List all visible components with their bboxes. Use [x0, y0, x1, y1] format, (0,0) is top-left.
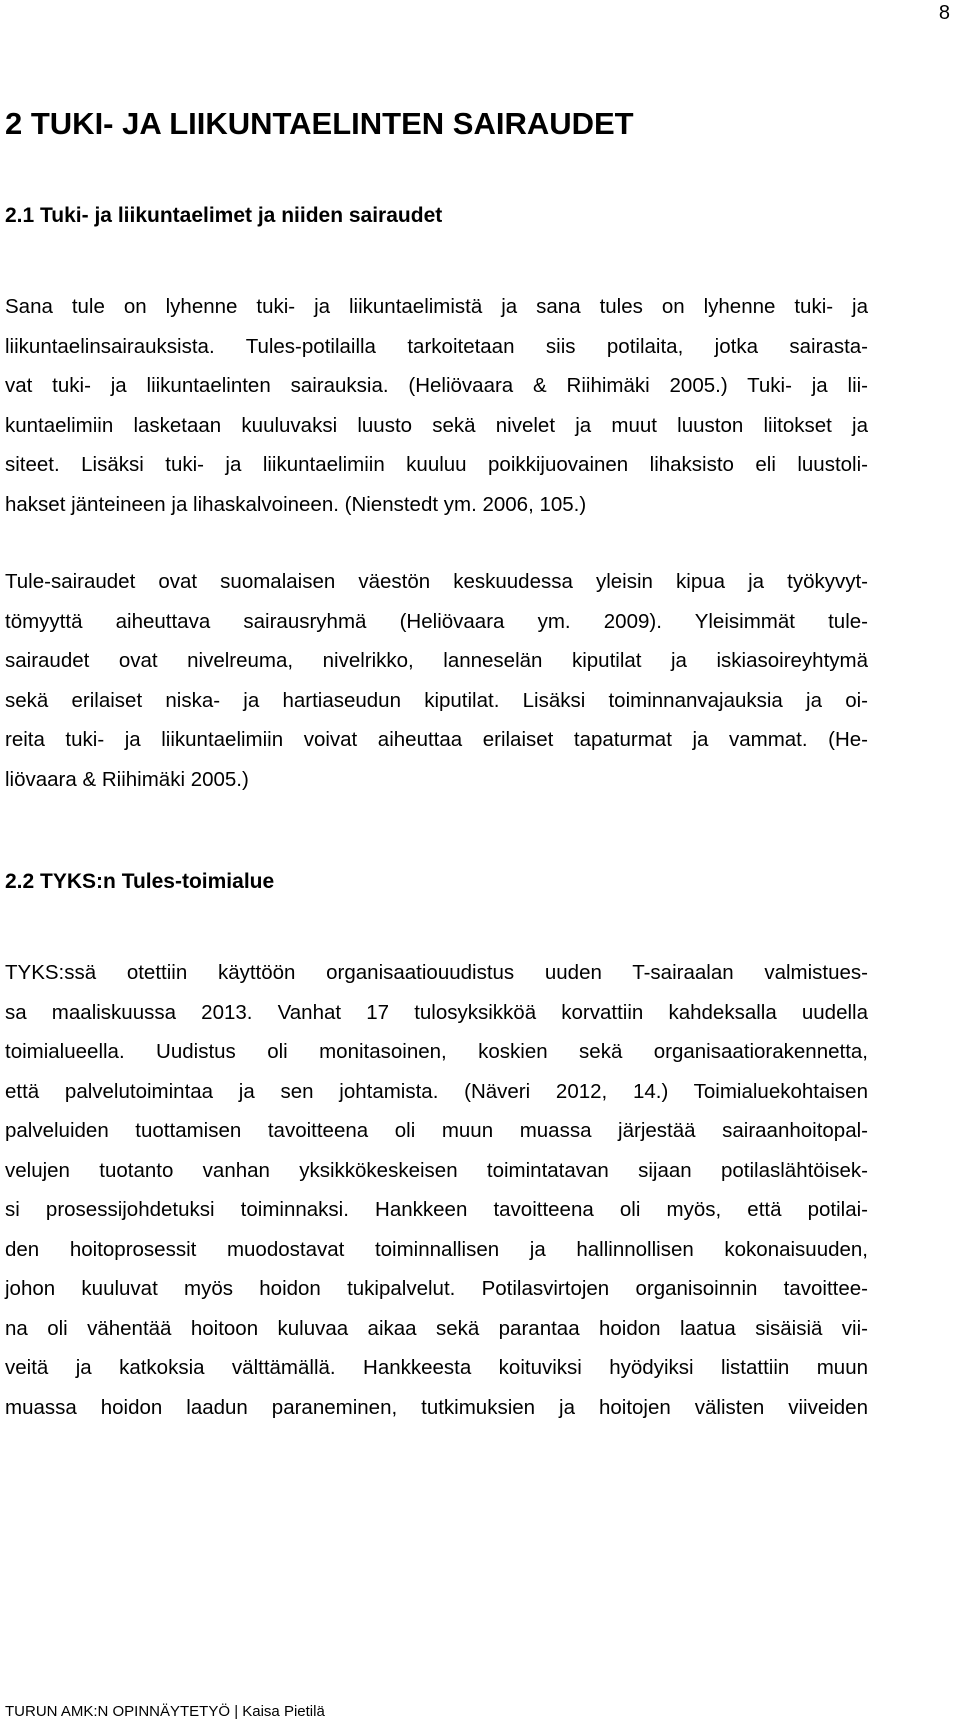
text-line: reita tuki- ja liikuntaelimiin voivat aiheuttaa erilaiset tapaturmat ja vammat. (He-: [5, 728, 868, 751]
page-number: 8: [938, 2, 950, 24]
text-line: veitä ja katkoksia välttämällä. Hankkeesta koituviksi hyödyiksi listattiin muun: [5, 1356, 868, 1379]
text-line: hakset jänteineen ja lihaskalvoineen. (Nienstedt ym. 2006, 105.): [5, 492, 587, 516]
text-line: Tule-sairaudet ovat suomalaisen väestön keskuudessa yleisin kipua ja työkyvyt-: [5, 570, 868, 593]
text-line: kuntaelimiin lasketaan kuuluvaksi luusto sekä nivelet ja muut luuston liitokset ja: [5, 413, 868, 437]
paragraph-tule-definition: [5, 287, 868, 524]
text-line: muassa hoidon laadun paraneminen, tutkimuksien ja hoitojen välisten viiveiden: [5, 1395, 868, 1419]
text-line: palveluiden tuottamisen tavoitteena oli muun muassa järjestää sairaanhoitopal-: [5, 1119, 868, 1142]
text-line: sekä erilaiset niska- ja hartiaseudun kiputilat. Lisäksi toiminnanvajauksia ja oi-: [5, 688, 868, 712]
text-line: sa maaliskuussa 2013. Vanhat 17 tulosyksikköä korvattiin kahdeksalla uudella: [5, 1000, 868, 1024]
chapter-heading: 2 TUKI- JA LIIKUNTAELINTEN SAIRAUDET: [5, 106, 634, 141]
section-heading-2-2: 2.2 TYKS:n Tules-toimialue: [5, 870, 275, 893]
text-line: sairaudet ovat nivelreuma, nivelrikko, lanneselän kiputilat ja iskiasoireyhtymä: [5, 649, 868, 672]
text-line: den hoitoprosessit muodostavat toiminnallisen ja hallinnollisen kokonaisuuden,: [5, 1237, 868, 1261]
text-line: toimialueella. Uudistus oli monitasoinen, koskien sekä organisaatiorakennetta,: [5, 1040, 868, 1063]
text-line: siteet. Lisäksi tuki- ja liikuntaelimiin kuuluu poikkijuovainen lihaksisto eli luustoli-: [5, 453, 868, 476]
text-line: vat tuki- ja liikuntaelinten sairauksia. (Heliövaara & Riihimäki 2005.) Tuki- ja lii-: [5, 374, 868, 397]
text-line: velujen tuotanto vanhan yksikkökeskeisen toimintatavan sijaan potilaslähtöisek-: [5, 1158, 868, 1182]
text-line: na oli vähentää hoitoon kuluvaa aikaa sekä parantaa hoidon laatua sisäisiä vii-: [5, 1316, 868, 1340]
text-line: TYKS:ssä otettiin käyttöön organisaatiouudistus uuden T-sairaalan valmistues-: [5, 961, 868, 984]
paragraph-tyks-reform: [5, 953, 868, 1427]
text-line: johon kuuluvat myös hoidon tukipalvelut. Potilasvirtojen organisoinnin tavoittee-: [5, 1277, 868, 1300]
page-footer: TURUN AMK:N OPINNÄYTETYÖ | Kaisa Pietilä: [5, 1703, 325, 1720]
text-line: tömyyttä aiheuttava sairausryhmä (Heliövaara ym. 2009). Yleisimmät tule-: [5, 609, 868, 633]
text-line: liövaara & Riihimäki 2005.): [5, 767, 249, 791]
text-line: Sana tule on lyhenne tuki- ja liikuntaelimistä ja sana tules on lyhenne tuki- ja: [5, 295, 868, 318]
paragraph-tule-diseases: [5, 562, 868, 799]
text-line: liikuntaelinsairauksista. Tules-potilailla tarkoitetaan siis potilaita, jotka sairasta-: [5, 334, 868, 358]
text-line: että palvelutoimintaa ja sen johtamista. (Näveri 2012, 14.) Toimialuekohtaisen: [5, 1079, 868, 1103]
section-heading-2-1: 2.1 Tuki- ja liikuntaelimet ja niiden sairaudet: [5, 204, 443, 227]
text-line: si prosessijohdetuksi toiminnaksi. Hankkeen tavoitteena oli myös, että potilai-: [5, 1198, 868, 1221]
